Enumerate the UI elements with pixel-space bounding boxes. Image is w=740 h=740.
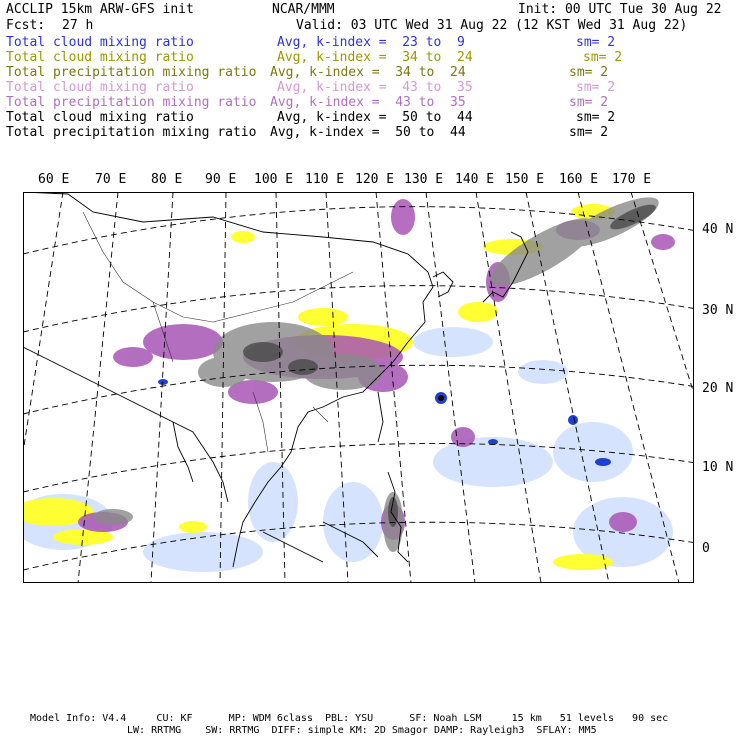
- lon-label-110e: 110 E: [305, 172, 345, 187]
- field-row-1-sm: sm= 2: [576, 35, 616, 50]
- field-row-3-sm: sm= 2: [569, 65, 609, 80]
- model-title: ACCLIP 15km ARW-GFS init: [6, 2, 194, 17]
- field-row-5-sm: sm= 2: [569, 95, 609, 110]
- typhoon-eye-marker: [438, 395, 444, 401]
- init-time: Init: 00 UTC Tue 30 Aug 22: [518, 2, 722, 17]
- lon-label-60e: 60 E: [38, 172, 70, 187]
- field-row-6-name: Total cloud mixing ratio: [6, 110, 194, 125]
- field-row-6-sm: sm= 2: [576, 110, 616, 125]
- field-row-2-name: Total cloud mixing ratio: [6, 50, 194, 65]
- field-row-7-name: Total precipitation mixing ratio: [6, 125, 257, 140]
- lon-label-70e: 70 E: [95, 172, 127, 187]
- lon-label-80e: 80 E: [151, 172, 183, 187]
- lon-label-150e: 150 E: [505, 172, 545, 187]
- model-info-line-1: Model Info: V4.4 CU: KF MP: WDM 6class PBL: YSU SF: Noah LSM 15 km 51 levels 90 sec: [30, 713, 669, 724]
- center-label: NCAR/MMM: [272, 2, 335, 17]
- lon-label-90e: 90 E: [205, 172, 237, 187]
- field-row-3-avg: Avg, k-index = 34 to 24: [270, 65, 466, 80]
- field-row-7-sm: sm= 2: [569, 125, 609, 140]
- model-info-line-2: LW: RRTMG SW: RRTMG DIFF: simple KM: 2D Smagor DAMP: Rayleigh3 SFLAY: MM5: [127, 725, 597, 736]
- fcst-label: Fcst:: [6, 18, 46, 33]
- field-row-2-avg: Avg, k-index = 34 to 24: [277, 50, 473, 65]
- lon-label-140e: 140 E: [455, 172, 495, 187]
- lat-label-0: 0: [702, 541, 710, 556]
- field-row-1-avg: Avg, k-index = 23 to 9: [277, 35, 465, 50]
- lat-label-20n: 20 N: [702, 381, 734, 396]
- lon-label-130e: 130 E: [404, 172, 444, 187]
- lon-label-120e: 120 E: [355, 172, 395, 187]
- field-row-1-name: Total cloud mixing ratio: [6, 35, 194, 50]
- forecast-map: [23, 192, 694, 583]
- fcst-value: 27 h: [62, 18, 94, 33]
- lon-label-100e: 100 E: [254, 172, 294, 187]
- field-row-7-avg: Avg, k-index = 50 to 44: [270, 125, 466, 140]
- field-row-5-name: Total precipitation mixing ratio: [6, 95, 257, 110]
- lat-label-40n: 40 N: [702, 222, 734, 237]
- lat-label-10n: 10 N: [702, 460, 734, 475]
- field-row-5-avg: Avg, k-index = 43 to 35: [270, 95, 466, 110]
- field-row-3-name: Total precipitation mixing ratio: [6, 65, 257, 80]
- valid-time: Valid: 03 UTC Wed 31 Aug 22 (12 KST Wed 31 Aug 22): [296, 18, 688, 33]
- field-row-6-avg: Avg, k-index = 50 to 44: [277, 110, 473, 125]
- lon-label-160e: 160 E: [559, 172, 599, 187]
- field-row-4-name: Total cloud mixing ratio: [6, 80, 194, 95]
- lat-label-30n: 30 N: [702, 303, 734, 318]
- lon-label-170e: 170 E: [612, 172, 652, 187]
- field-row-2-sm: sm= 2: [583, 50, 623, 65]
- field-row-4-sm: sm= 2: [576, 80, 616, 95]
- field-row-4-avg: Avg, k-index = 43 to 35: [277, 80, 473, 95]
